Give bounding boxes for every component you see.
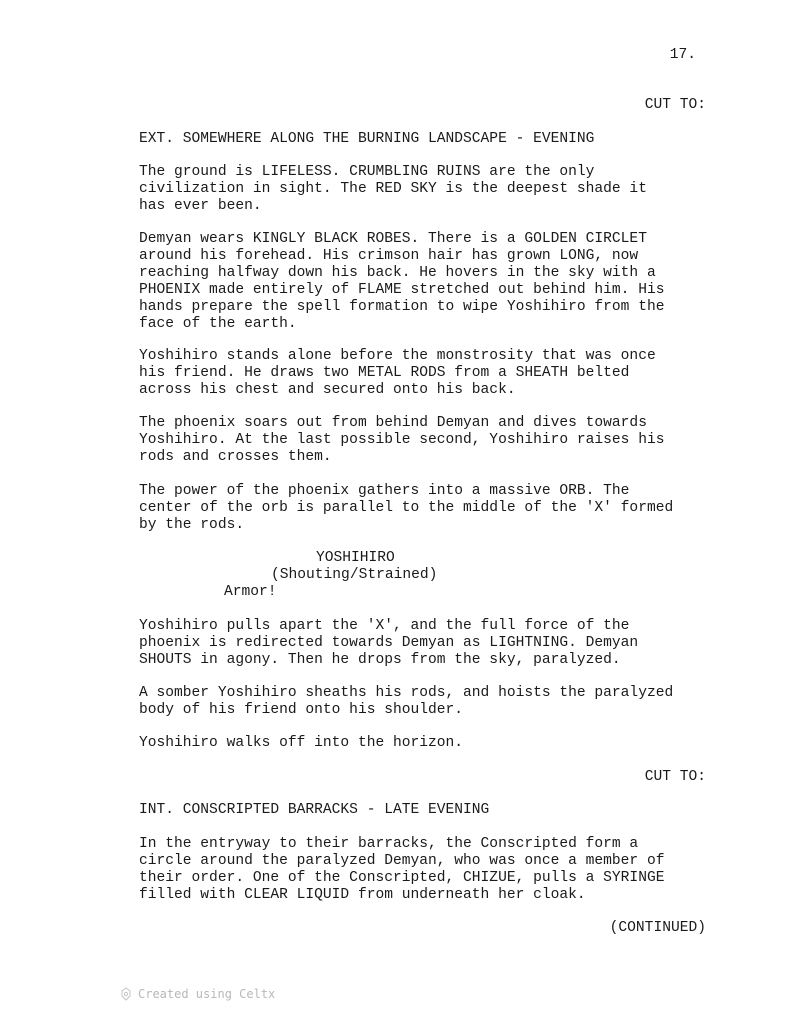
- action-line: Yoshihiro stands alone before the monstrosity that was once: [139, 348, 656, 364]
- action-line: center of the orb is parallel to the middle of the 'X' formed: [139, 500, 674, 516]
- action-line: filled with CLEAR LIQUID from underneath her cloak.: [139, 887, 586, 903]
- action-paragraph: [139, 483, 719, 534]
- scene-heading-text: INT. CONSCRIPTED BARRACKS - LATE EVENING: [139, 802, 490, 818]
- action-paragraph: [139, 231, 719, 333]
- action-paragraph: [139, 415, 719, 466]
- action-paragraph: [139, 735, 719, 752]
- transition-cut-to: CUT TO:: [644, 97, 706, 113]
- action-paragraph: [139, 836, 719, 904]
- action-line: hands prepare the spell formation to wipe Yoshihiro from the: [139, 299, 665, 315]
- action-line: face of the earth.: [139, 316, 297, 332]
- scene-heading-text: EXT. SOMEWHERE ALONG THE BURNING LANDSCAPE - EVENING: [139, 131, 595, 147]
- action-line: has ever been.: [139, 198, 262, 214]
- action-paragraph: [139, 348, 719, 399]
- action-line: The ground is LIFELESS. CRUMBLING RUINS are the only: [139, 164, 595, 180]
- page-number: 17.: [669, 47, 696, 63]
- scene-heading: [139, 131, 719, 148]
- action-line: body of his friend onto his shoulder.: [139, 702, 464, 718]
- action-line: Yoshihiro. At the last possible second, Yoshihiro raises his: [139, 432, 665, 448]
- action-line: rods and crosses them.: [139, 449, 332, 465]
- action-line: Yoshihiro walks off into the horizon.: [139, 735, 464, 751]
- action-line: by the rods.: [139, 517, 245, 533]
- action-line: The power of the phoenix gathers into a massive ORB. The: [139, 483, 630, 499]
- character-name: YOSHIHIRO: [316, 550, 395, 566]
- action-line: PHOENIX made entirely of FLAME stretched out behind him. His: [139, 282, 665, 298]
- action-line: A somber Yoshihiro sheaths his rods, and hoists the paralyzed: [139, 685, 674, 701]
- action-line: around his forehead. His crimson hair has grown LONG, now: [139, 248, 639, 264]
- transition-cut-to: CUT TO:: [644, 769, 706, 785]
- action-line: phoenix is redirected towards Demyan as LIGHTNING. Demyan: [139, 635, 639, 651]
- action-line: across his chest and secured onto his back.: [139, 382, 516, 398]
- action-line: Yoshihiro pulls apart the 'X', and the full force of the: [139, 618, 630, 634]
- action-paragraph: [139, 164, 719, 215]
- celtx-logo-icon: [120, 987, 132, 1001]
- action-line: civilization in sight. The RED SKY is the deepest shade it: [139, 181, 647, 197]
- action-line: his friend. He draws two METAL RODS from a SHEATH belted: [139, 365, 630, 381]
- action-line: Demyan wears KINGLY BLACK ROBES. There is a GOLDEN CIRCLET: [139, 231, 647, 247]
- action-line: reaching halfway down his back. He hovers in the sky with a: [139, 265, 656, 281]
- action-line: circle around the paralyzed Demyan, who was once a member of: [139, 853, 665, 869]
- action-line: their order. One of the Conscripted, CHIZUE, pulls a SYRINGE: [139, 870, 665, 886]
- action-paragraph: [139, 685, 719, 719]
- footer-watermark: [120, 987, 275, 1001]
- action-line: SHOUTS in agony. Then he drops from the sky, paralyzed.: [139, 652, 621, 668]
- transition-continued: (CONTINUED): [609, 920, 706, 936]
- action-paragraph: [139, 618, 719, 669]
- footer-text: Created using Celtx: [138, 987, 276, 1001]
- action-line: In the entryway to their barracks, the Conscripted form a: [139, 836, 639, 852]
- parenthetical: (Shouting/Strained): [271, 567, 438, 583]
- action-line: The phoenix soars out from behind Demyan and dives towards: [139, 415, 647, 431]
- scene-heading: [139, 802, 719, 819]
- dialogue-line: Armor!: [224, 584, 277, 600]
